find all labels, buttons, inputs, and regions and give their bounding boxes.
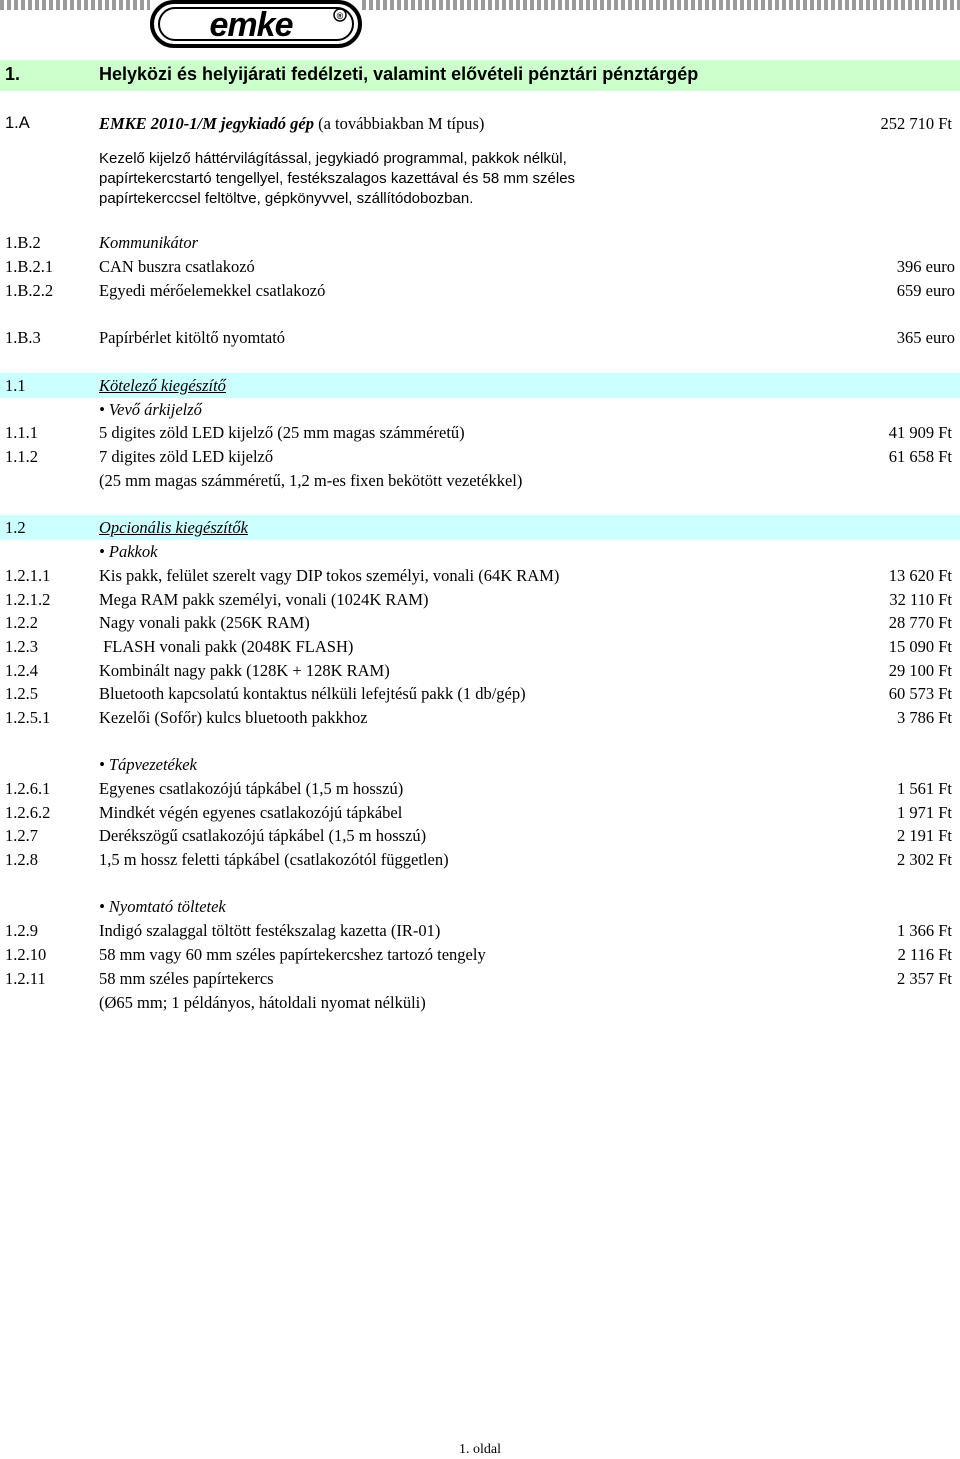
row-price: 2 191 Ft [896, 826, 952, 845]
row-label: Kis pakk, felület szerelt vagy DIP tokos személyi, vonali (64K RAM) [99, 566, 560, 585]
row-label-continued: (25 mm magas számméretű, 1,2 m-es fixen bekötött vezetékkel) [99, 471, 523, 490]
bullet-heading: • Vevő árkijelző [99, 400, 202, 419]
row-code: 1.1.2 [5, 447, 38, 466]
row-price: 396 euro [896, 257, 955, 276]
row-label: 5 digites zöld LED kijelző (25 mm magas számméretű) [99, 423, 465, 442]
item-code: 1.A [5, 114, 30, 132]
item-price: 252 710 Ft [880, 114, 952, 133]
row-label-continued: (Ø65 mm; 1 példányos, hátoldali nyomat nélküli) [99, 993, 426, 1012]
row-label: Egyedi mérőelemekkel csatlakozó [99, 281, 326, 300]
row-label: 7 digites zöld LED kijelző [99, 447, 274, 466]
row-code: 1.2.3 [5, 637, 38, 656]
row-code: 1.2.2 [5, 613, 38, 632]
row-price: 2 357 Ft [896, 969, 952, 988]
row-code: 1.B.2.1 [5, 257, 54, 276]
row-label: Bluetooth kapcsolatú kontaktus nélküli lefejtésű pakk (1 db/gép) [99, 684, 526, 703]
row-price: 1 561 Ft [896, 779, 952, 798]
subsection-code: 1.1 [5, 376, 26, 395]
row-label: Derékszögű csatlakozójú tápkábel (1,5 m hosszú) [99, 826, 427, 845]
row-code: 1.2.6.1 [5, 779, 51, 798]
row-code: 1.B.2.2 [5, 281, 54, 300]
row-price: 1 971 Ft [896, 803, 952, 822]
row-price: 60 573 Ft [888, 684, 952, 703]
bullet-heading: • Nyomtató töltetek [99, 897, 226, 916]
row-label: Egyenes csatlakozójú tápkábel (1,5 m hosszú) [99, 779, 404, 798]
row-price: 365 euro [896, 328, 955, 347]
description-line: papírtekerccsel feltöltve, gépkönyvvel, szállítódobozban. [99, 190, 474, 207]
row-label: Nagy vonali pakk (256K RAM) [99, 613, 310, 632]
row-code: 1.2.10 [5, 945, 47, 964]
description-line: papírtekercstartó tengellyel, festékszalagos kazettával és 58 mm széles [99, 170, 576, 187]
row-label: Indigó szalaggal töltött festékszalag kazetta (IR-01) [99, 921, 441, 940]
row-label: 58 mm széles papírtekercs [99, 969, 274, 988]
row-label: Kezelői (Sofőr) kulcs bluetooth pakkhoz [99, 708, 368, 727]
row-price: 3 786 Ft [896, 708, 952, 727]
row-label: Mega RAM pakk személyi, vonali (1024K RAM) [99, 590, 429, 609]
row-price: 32 110 Ft [889, 590, 952, 609]
item-title [99, 114, 484, 134]
row-code: 1.2.5 [5, 684, 38, 703]
row-code: 1.2.8 [5, 850, 38, 869]
bullet-heading: • Pakkok [99, 542, 158, 561]
row-label: Kombinált nagy pakk (128K + 128K RAM) [99, 661, 390, 680]
row-price: 2 302 Ft [896, 850, 952, 869]
section-code: 1. [5, 64, 21, 84]
row-code: 1.2.4 [5, 661, 38, 680]
row-code: 1.B.2 [5, 233, 41, 252]
row-code: 1.2.1.2 [5, 590, 51, 609]
bullet-heading: • Tápvezetékek [99, 755, 197, 774]
subsection-title: Kötelező kiegészítő [99, 376, 226, 395]
item-name: EMKE 2010-1/M jegykiadó gép [99, 114, 314, 133]
row-price: 2 116 Ft [897, 945, 952, 964]
subsection-title: Opcionális kiegészítők [99, 518, 248, 537]
row-label: 58 mm vagy 60 mm széles papírtekercshez tartozó tengely [99, 945, 486, 964]
row-price: 29 100 Ft [888, 661, 952, 680]
row-price: 1 366 Ft [896, 921, 952, 940]
description-line: Kezelő kijelző háttérvilágítással, jegykiadó programmal, pakkok nélkül, [99, 150, 567, 167]
row-label: Mindkét végén egyenes csatlakozójú tápkábel [99, 803, 403, 822]
row-label: 1,5 m hossz feletti tápkábel (csatlakozótól független) [99, 850, 449, 869]
row-code: 1.2.9 [5, 921, 38, 940]
row-label: Papírbérlet kitöltő nyomtató [99, 328, 286, 347]
header-stripes-right [362, 0, 960, 10]
row-price: 61 658 Ft [888, 447, 952, 466]
subsection-code: 1.2 [5, 518, 26, 537]
row-code: 1.2.5.1 [5, 708, 51, 727]
row-label: Kommunikátor [99, 233, 198, 252]
item-name-suffix: (a továbbiakban M típus) [313, 114, 485, 133]
row-code: 1.2.6.2 [5, 803, 51, 822]
row-code: 1.B.3 [5, 328, 41, 347]
row-code: 1.2.1.1 [5, 566, 51, 585]
section-title: Helyközi és helyijárati fedélzeti, valamint elővételi pénztári pénztárgép [99, 64, 699, 84]
logo-text: emke [209, 6, 293, 44]
row-code: 1.1.1 [5, 423, 38, 442]
registered-mark: ® [336, 11, 344, 21]
row-code: 1.2.11 [5, 969, 46, 988]
row-label: FLASH vonali pakk (2048K FLASH) [99, 637, 354, 656]
row-price: 41 909 Ft [888, 423, 952, 442]
row-price: 13 620 Ft [888, 566, 952, 585]
row-code: 1.2.7 [5, 826, 38, 845]
row-label: CAN buszra csatlakozó [99, 257, 255, 276]
row-price: 15 090 Ft [888, 637, 952, 656]
row-price: 28 770 Ft [888, 613, 952, 632]
header-stripes-left [0, 0, 150, 10]
page-number: 1. oldal [459, 1442, 501, 1457]
row-price: 659 euro [896, 281, 955, 300]
emke-logo [150, 0, 362, 48]
item-description [99, 149, 575, 209]
